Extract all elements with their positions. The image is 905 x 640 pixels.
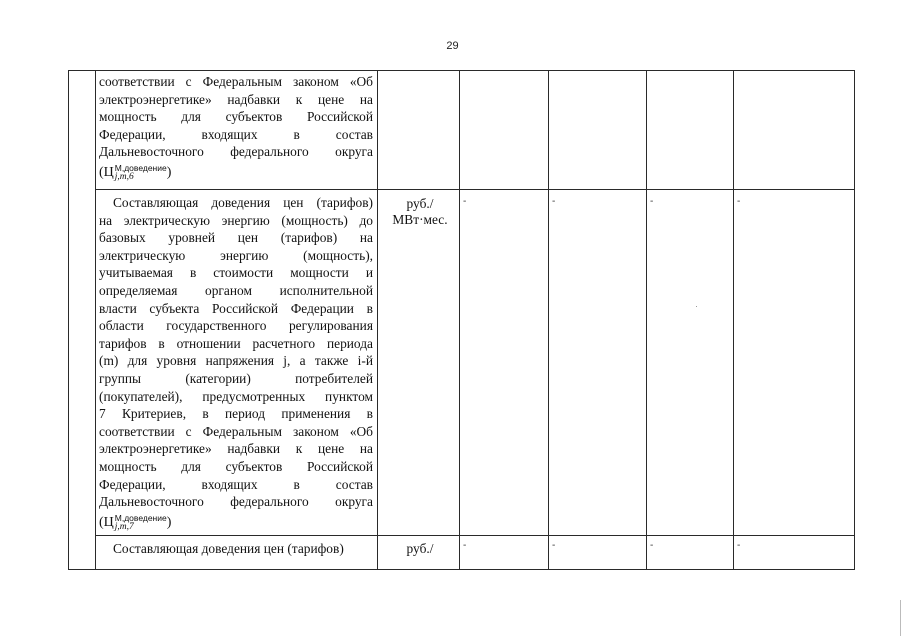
text-line: Дальневосточного федерального округа bbox=[99, 494, 373, 510]
text-line: соответствии с Федеральным законом «Об bbox=[99, 423, 373, 439]
text-line: Федерации, входящих в состав bbox=[99, 126, 373, 142]
text-line: власти субъекта Российской Федерации в bbox=[99, 300, 373, 316]
table-border-top bbox=[68, 70, 855, 71]
text-line: электроэнергетике» надбавки к цене на bbox=[99, 91, 373, 107]
text-line: базовых уровней цен (тарифов) на bbox=[99, 230, 373, 246]
column-divider-value-1 bbox=[548, 70, 549, 570]
row-3-unit bbox=[381, 541, 459, 557]
formula-subscript: j,m,7 bbox=[114, 521, 134, 532]
row-2-value-1: - bbox=[463, 196, 467, 207]
text-line: Составляющая доведения цен (тарифов) bbox=[113, 195, 373, 210]
scan-speck bbox=[696, 306, 697, 307]
text-line: (покупателей), предусмотренных пунктом bbox=[99, 388, 373, 404]
row-2-unit bbox=[381, 196, 459, 228]
row-3-value-4: - bbox=[737, 540, 741, 551]
formula-superscript: М,доведение bbox=[114, 512, 167, 523]
column-divider-value-3 bbox=[733, 70, 734, 570]
row-divider-1 bbox=[95, 189, 855, 190]
text-line: (m) для уровня напряжения j, а также i-й bbox=[99, 353, 373, 369]
text-line: мощность для субъектов Российской bbox=[99, 109, 373, 125]
row-1-description bbox=[99, 73, 373, 182]
text-line: Составляющая доведения цен (тарифов) bbox=[113, 541, 344, 556]
unit-line: руб./ bbox=[406, 541, 434, 556]
text-line: электрическую энергию (мощность), bbox=[99, 247, 373, 263]
column-divider-value-2 bbox=[646, 70, 647, 570]
row-2-value-2: - bbox=[552, 196, 556, 207]
column-divider-description bbox=[377, 70, 378, 570]
text-line: тарифов в отношении расчетного периода bbox=[99, 335, 373, 351]
text-line: определяемая органом исполнительной bbox=[99, 282, 373, 298]
text-line: на электрическую энергию (мощность) до bbox=[99, 212, 373, 228]
text-line: области государственного регулирования bbox=[99, 318, 373, 334]
row-2-description bbox=[99, 194, 373, 532]
row-3-description bbox=[99, 540, 373, 558]
price-formula bbox=[99, 163, 171, 182]
formula-superscript: М,доведение bbox=[114, 162, 167, 173]
column-divider-unit bbox=[459, 70, 460, 570]
formula-symbol: (Ц bbox=[99, 514, 114, 530]
text-line: Дальневосточного федерального округа bbox=[99, 144, 373, 160]
formula-close: ) bbox=[166, 164, 172, 180]
unit-line: МВт·мес. bbox=[392, 212, 448, 227]
row-3-value-3: - bbox=[650, 540, 654, 551]
formula-subscript: j,m,6 bbox=[114, 171, 134, 182]
text-line: соответствии с Федеральным законом «Об bbox=[99, 74, 373, 89]
row-3-value-1: - bbox=[463, 540, 467, 551]
page-number: 29 bbox=[446, 40, 459, 52]
unit-line: руб./ bbox=[406, 196, 434, 211]
scan-edge-mark bbox=[900, 600, 901, 636]
row-3-value-2: - bbox=[552, 540, 556, 551]
formula-symbol: (Ц bbox=[99, 164, 114, 180]
column-divider-number bbox=[95, 70, 96, 570]
price-formula bbox=[99, 513, 171, 532]
text-line: Федерации, входящих в состав bbox=[99, 476, 373, 492]
text-line: 7 Критериев, в период применения в bbox=[99, 406, 373, 422]
text-line: группы (категории) потребителей bbox=[99, 370, 373, 386]
row-2-value-3: - bbox=[650, 196, 654, 207]
row-2-value-4: - bbox=[737, 196, 741, 207]
text-line: мощность для субъектов Российской bbox=[99, 458, 373, 474]
formula-close: ) bbox=[166, 514, 172, 530]
text-line: учитываемая в стоимости мощности и bbox=[99, 265, 373, 281]
table-border-right bbox=[854, 70, 855, 570]
table-border-left bbox=[68, 70, 69, 570]
table-border-bottom bbox=[68, 569, 855, 570]
text-line: электроэнергетике» надбавки к цене на bbox=[99, 441, 373, 457]
row-divider-2 bbox=[95, 535, 855, 536]
